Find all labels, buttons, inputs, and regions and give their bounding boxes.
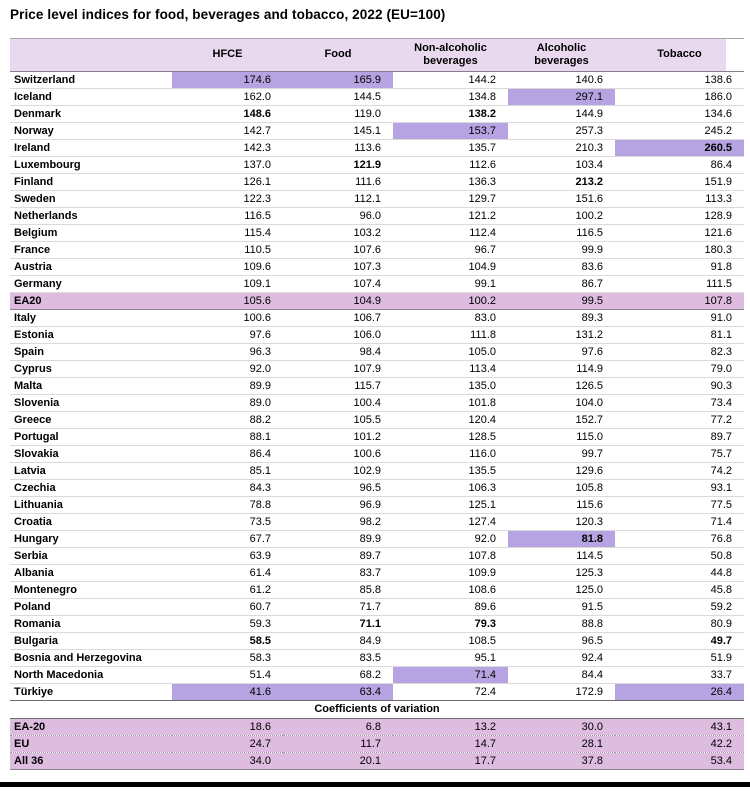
country-name: Romania	[10, 616, 172, 633]
value-cell: 37.8	[508, 753, 615, 770]
value-cell: 71.7	[283, 599, 393, 616]
value-cell: 106.3	[393, 480, 508, 497]
value-cell: 113.4	[393, 361, 508, 378]
value-cell: 172.9	[508, 684, 615, 701]
country-name: Austria	[10, 259, 172, 276]
value-cell: 115.0	[508, 429, 615, 446]
country-row	[10, 599, 744, 616]
value-cell: 96.3	[172, 344, 283, 361]
country-name: Italy	[10, 310, 172, 327]
value-cell: 28.1	[508, 736, 615, 753]
table-body	[10, 72, 744, 701]
value-cell: 78.8	[172, 497, 283, 514]
value-cell: 111.5	[615, 276, 744, 293]
coefficient-row	[10, 736, 744, 753]
country-name: Norway	[10, 123, 172, 140]
value-cell: 89.0	[172, 395, 283, 412]
value-cell: 257.3	[508, 123, 615, 140]
country-name: Denmark	[10, 106, 172, 123]
value-cell: 102.9	[283, 463, 393, 480]
value-cell: 85.1	[172, 463, 283, 480]
country-row	[10, 548, 744, 565]
value-cell: 112.6	[393, 157, 508, 174]
value-cell: 112.4	[393, 225, 508, 242]
country-name: Cyprus	[10, 361, 172, 378]
country-row	[10, 395, 744, 412]
country-row	[10, 412, 744, 429]
value-cell: 96.5	[283, 480, 393, 497]
country-row	[10, 174, 744, 191]
value-cell: 108.5	[393, 633, 508, 650]
value-cell: 100.6	[172, 310, 283, 327]
value-cell: 89.9	[283, 531, 393, 548]
country-name: Serbia	[10, 548, 172, 565]
value-cell: 106.0	[283, 327, 393, 344]
value-cell: 98.2	[283, 514, 393, 531]
country-row	[10, 497, 744, 514]
value-cell: 71.1	[283, 616, 393, 633]
value-cell: 140.6	[508, 72, 615, 89]
country-row	[10, 582, 744, 599]
value-cell: 61.2	[172, 582, 283, 599]
value-cell: 136.3	[393, 174, 508, 191]
value-cell: 83.6	[508, 259, 615, 276]
value-cell: 121.2	[393, 208, 508, 225]
value-cell: 109.1	[172, 276, 283, 293]
country-row	[10, 565, 744, 582]
value-cell: 88.8	[508, 616, 615, 633]
column-header-food: Food	[283, 39, 393, 72]
country-row	[10, 361, 744, 378]
country-row	[10, 514, 744, 531]
value-cell: 91.0	[615, 310, 744, 327]
value-cell: 107.4	[283, 276, 393, 293]
highlighted-value-cell: 26.4	[615, 684, 744, 701]
country-row	[10, 446, 744, 463]
value-cell: 126.1	[172, 174, 283, 191]
value-cell: 92.4	[508, 650, 615, 667]
value-cell: 104.0	[508, 395, 615, 412]
value-cell: 89.6	[393, 599, 508, 616]
value-cell: 128.5	[393, 429, 508, 446]
value-cell: 138.2	[393, 106, 508, 123]
value-cell: 104.9	[393, 259, 508, 276]
value-cell: 105.0	[393, 344, 508, 361]
value-cell: 108.6	[393, 582, 508, 599]
country-name: Bulgaria	[10, 633, 172, 650]
value-cell: 90.3	[615, 378, 744, 395]
country-row	[10, 650, 744, 667]
value-cell: 58.3	[172, 650, 283, 667]
country-row	[10, 429, 744, 446]
value-cell: 49.7	[615, 633, 744, 650]
country-row	[10, 327, 744, 344]
value-cell: 116.0	[393, 446, 508, 463]
country-row	[10, 463, 744, 480]
value-cell: 104.9	[283, 293, 393, 310]
country-name: Hungary	[10, 531, 172, 548]
country-row	[10, 276, 744, 293]
coefficient-row-label: EA-20	[10, 719, 172, 736]
country-name: Czechia	[10, 480, 172, 497]
value-cell: 98.4	[283, 344, 393, 361]
country-name: Slovakia	[10, 446, 172, 463]
value-cell: 105.6	[172, 293, 283, 310]
coefficients-title-row	[10, 701, 744, 719]
country-row	[10, 344, 744, 361]
value-cell: 100.2	[393, 293, 508, 310]
value-cell: 96.7	[393, 242, 508, 259]
value-cell: 75.7	[615, 446, 744, 463]
value-cell: 51.4	[172, 667, 283, 684]
value-cell: 80.9	[615, 616, 744, 633]
value-cell: 121.9	[283, 157, 393, 174]
value-cell: 13.2	[393, 719, 508, 736]
value-cell: 84.3	[172, 480, 283, 497]
value-cell: 73.5	[172, 514, 283, 531]
value-cell: 97.6	[508, 344, 615, 361]
price-indices-page	[0, 7, 750, 770]
value-cell: 152.7	[508, 412, 615, 429]
value-cell: 105.5	[283, 412, 393, 429]
country-name: Ireland	[10, 140, 172, 157]
column-header-hfce: HFCE	[172, 39, 283, 72]
country-row	[10, 89, 744, 106]
country-row	[10, 123, 744, 140]
value-cell: 99.5	[508, 293, 615, 310]
highlighted-value-cell: 63.4	[283, 684, 393, 701]
value-cell: 97.6	[172, 327, 283, 344]
value-cell: 71.4	[615, 514, 744, 531]
value-cell: 92.0	[172, 361, 283, 378]
country-name: Croatia	[10, 514, 172, 531]
value-cell: 42.2	[615, 736, 744, 753]
value-cell: 77.5	[615, 497, 744, 514]
value-cell: 114.5	[508, 548, 615, 565]
country-row	[10, 684, 744, 701]
value-cell: 213.2	[508, 174, 615, 191]
value-cell: 51.9	[615, 650, 744, 667]
highlighted-value-cell: 153.7	[393, 123, 508, 140]
value-cell: 135.5	[393, 463, 508, 480]
country-name: Switzerland	[10, 72, 172, 89]
country-row	[10, 208, 744, 225]
value-cell: 131.2	[508, 327, 615, 344]
value-cell: 99.7	[508, 446, 615, 463]
highlighted-value-cell: 297.1	[508, 89, 615, 106]
value-cell: 113.6	[283, 140, 393, 157]
value-cell: 33.7	[615, 667, 744, 684]
value-cell: 106.7	[283, 310, 393, 327]
country-name: Spain	[10, 344, 172, 361]
coefficients-of-variation-section	[10, 701, 744, 770]
country-row	[10, 531, 744, 548]
value-cell: 82.3	[615, 344, 744, 361]
country-name: Montenegro	[10, 582, 172, 599]
value-cell: 72.4	[393, 684, 508, 701]
value-cell: 107.9	[283, 361, 393, 378]
coefficients-title: Coefficients of variation	[10, 701, 744, 719]
country-name: Finland	[10, 174, 172, 191]
value-cell: 103.2	[283, 225, 393, 242]
value-cell: 105.8	[508, 480, 615, 497]
country-row	[10, 191, 744, 208]
value-cell: 125.3	[508, 565, 615, 582]
country-name: Belgium	[10, 225, 172, 242]
country-name: North Macedonia	[10, 667, 172, 684]
value-cell: 144.5	[283, 89, 393, 106]
column-header-alcoholic-beverages: Alcoholic beverages	[508, 39, 615, 72]
value-cell: 116.5	[508, 225, 615, 242]
value-cell: 89.3	[508, 310, 615, 327]
country-name: Latvia	[10, 463, 172, 480]
value-cell: 107.8	[393, 548, 508, 565]
aggregate-row	[10, 293, 744, 310]
value-cell: 77.2	[615, 412, 744, 429]
value-cell: 63.9	[172, 548, 283, 565]
country-name: Poland	[10, 599, 172, 616]
country-row	[10, 72, 744, 89]
table-header	[10, 39, 744, 72]
value-cell: 85.8	[283, 582, 393, 599]
country-row	[10, 310, 744, 327]
country-name: Portugal	[10, 429, 172, 446]
country-name: Netherlands	[10, 208, 172, 225]
value-cell: 121.6	[615, 225, 744, 242]
coefficient-row-label: All 36	[10, 753, 172, 770]
value-cell: 81.1	[615, 327, 744, 344]
value-cell: 84.9	[283, 633, 393, 650]
value-cell: 180.3	[615, 242, 744, 259]
value-cell: 142.7	[172, 123, 283, 140]
value-cell: 245.2	[615, 123, 744, 140]
value-cell: 91.5	[508, 599, 615, 616]
value-cell: 113.3	[615, 191, 744, 208]
coefficient-row-label: EU	[10, 736, 172, 753]
value-cell: 86.4	[172, 446, 283, 463]
value-cell: 67.7	[172, 531, 283, 548]
country-row	[10, 242, 744, 259]
country-row	[10, 633, 744, 650]
value-cell: 44.8	[615, 565, 744, 582]
column-header-nonalcoholic-beverages: Non-alcoholic beverages	[393, 39, 508, 72]
country-name: Albania	[10, 565, 172, 582]
value-cell: 111.6	[283, 174, 393, 191]
value-cell: 145.1	[283, 123, 393, 140]
value-cell: 30.0	[508, 719, 615, 736]
value-cell: 103.4	[508, 157, 615, 174]
country-name: Germany	[10, 276, 172, 293]
highlighted-value-cell: 260.5	[615, 140, 744, 157]
value-cell: 61.4	[172, 565, 283, 582]
highlighted-value-cell: 174.6	[172, 72, 283, 89]
country-name: Luxembourg	[10, 157, 172, 174]
value-cell: 134.8	[393, 89, 508, 106]
value-cell: 89.7	[283, 548, 393, 565]
value-cell: 122.3	[172, 191, 283, 208]
value-cell: 50.8	[615, 548, 744, 565]
value-cell: 34.0	[172, 753, 283, 770]
value-cell: 86.7	[508, 276, 615, 293]
header-row	[10, 39, 744, 72]
value-cell: 95.1	[393, 650, 508, 667]
value-cell: 151.9	[615, 174, 744, 191]
value-cell: 110.5	[172, 242, 283, 259]
value-cell: 100.2	[508, 208, 615, 225]
value-cell: 74.2	[615, 463, 744, 480]
value-cell: 86.4	[615, 157, 744, 174]
value-cell: 210.3	[508, 140, 615, 157]
value-cell: 58.5	[172, 633, 283, 650]
country-name: Greece	[10, 412, 172, 429]
country-name: Türkiye	[10, 684, 172, 701]
value-cell: 137.0	[172, 157, 283, 174]
value-cell: 151.6	[508, 191, 615, 208]
country-row	[10, 378, 744, 395]
value-cell: 79.3	[393, 616, 508, 633]
value-cell: 59.3	[172, 616, 283, 633]
value-cell: 6.8	[283, 719, 393, 736]
value-cell: 76.8	[615, 531, 744, 548]
value-cell: 17.7	[393, 753, 508, 770]
value-cell: 83.7	[283, 565, 393, 582]
country-name: Sweden	[10, 191, 172, 208]
value-cell: 107.3	[283, 259, 393, 276]
country-name: Estonia	[10, 327, 172, 344]
value-cell: 89.7	[615, 429, 744, 446]
value-cell: 73.4	[615, 395, 744, 412]
value-cell: 144.2	[393, 72, 508, 89]
highlighted-value-cell: 165.9	[283, 72, 393, 89]
value-cell: 135.0	[393, 378, 508, 395]
value-cell: 83.0	[393, 310, 508, 327]
value-cell: 129.6	[508, 463, 615, 480]
country-row	[10, 667, 744, 684]
value-cell: 107.6	[283, 242, 393, 259]
value-cell: 59.2	[615, 599, 744, 616]
value-cell: 101.8	[393, 395, 508, 412]
value-cell: 129.7	[393, 191, 508, 208]
value-cell: 120.4	[393, 412, 508, 429]
country-row	[10, 106, 744, 123]
value-cell: 109.6	[172, 259, 283, 276]
page-title: Price level indices for food, beverages and tobacco, 2022 (EU=100)	[10, 7, 446, 22]
value-cell: 43.1	[615, 719, 744, 736]
value-cell: 93.1	[615, 480, 744, 497]
value-cell: 84.4	[508, 667, 615, 684]
value-cell: 107.8	[615, 293, 744, 310]
value-cell: 96.5	[508, 633, 615, 650]
value-cell: 119.0	[283, 106, 393, 123]
value-cell: 126.5	[508, 378, 615, 395]
value-cell: 112.1	[283, 191, 393, 208]
value-cell: 162.0	[172, 89, 283, 106]
value-cell: 89.9	[172, 378, 283, 395]
country-row	[10, 259, 744, 276]
value-cell: 60.7	[172, 599, 283, 616]
value-cell: 88.1	[172, 429, 283, 446]
highlighted-value-cell: 41.6	[172, 684, 283, 701]
coefficient-row	[10, 719, 744, 736]
value-cell: 101.2	[283, 429, 393, 446]
bottom-border-bar	[0, 782, 750, 787]
value-cell: 127.4	[393, 514, 508, 531]
value-cell: 138.6	[615, 72, 744, 89]
value-cell: 20.1	[283, 753, 393, 770]
value-cell: 45.8	[615, 582, 744, 599]
country-row	[10, 140, 744, 157]
country-name: EA20	[10, 293, 172, 310]
price-level-indices-table	[10, 38, 744, 770]
value-cell: 99.9	[508, 242, 615, 259]
country-name: Slovenia	[10, 395, 172, 412]
column-header-country	[10, 39, 172, 72]
coefficient-row	[10, 753, 744, 770]
value-cell: 111.8	[393, 327, 508, 344]
country-row	[10, 616, 744, 633]
value-cell: 186.0	[615, 89, 744, 106]
country-row	[10, 480, 744, 497]
value-cell: 11.7	[283, 736, 393, 753]
value-cell: 109.9	[393, 565, 508, 582]
value-cell: 125.0	[508, 582, 615, 599]
value-cell: 24.7	[172, 736, 283, 753]
value-cell: 100.4	[283, 395, 393, 412]
country-name: Malta	[10, 378, 172, 395]
value-cell: 92.0	[393, 531, 508, 548]
country-name: Iceland	[10, 89, 172, 106]
value-cell: 120.3	[508, 514, 615, 531]
value-cell: 135.7	[393, 140, 508, 157]
value-cell: 79.0	[615, 361, 744, 378]
country-row	[10, 225, 744, 242]
country-name: Bosnia and Herzegovina	[10, 650, 172, 667]
value-cell: 100.6	[283, 446, 393, 463]
value-cell: 114.9	[508, 361, 615, 378]
value-cell: 116.5	[172, 208, 283, 225]
value-cell: 144.9	[508, 106, 615, 123]
value-cell: 18.6	[172, 719, 283, 736]
value-cell: 115.6	[508, 497, 615, 514]
value-cell: 88.2	[172, 412, 283, 429]
value-cell: 83.5	[283, 650, 393, 667]
value-cell: 14.7	[393, 736, 508, 753]
column-header-tobacco: Tobacco	[615, 39, 744, 72]
country-name: Lithuania	[10, 497, 172, 514]
value-cell: 91.8	[615, 259, 744, 276]
value-cell: 142.3	[172, 140, 283, 157]
highlighted-value-cell: 81.8	[508, 531, 615, 548]
value-cell: 115.4	[172, 225, 283, 242]
value-cell: 99.1	[393, 276, 508, 293]
value-cell: 148.6	[172, 106, 283, 123]
value-cell: 115.7	[283, 378, 393, 395]
value-cell: 128.9	[615, 208, 744, 225]
country-name: France	[10, 242, 172, 259]
country-row	[10, 157, 744, 174]
value-cell: 53.4	[615, 753, 744, 770]
value-cell: 134.6	[615, 106, 744, 123]
value-cell: 96.9	[283, 497, 393, 514]
value-cell: 125.1	[393, 497, 508, 514]
value-cell: 96.0	[283, 208, 393, 225]
value-cell: 68.2	[283, 667, 393, 684]
highlighted-value-cell: 71.4	[393, 667, 508, 684]
